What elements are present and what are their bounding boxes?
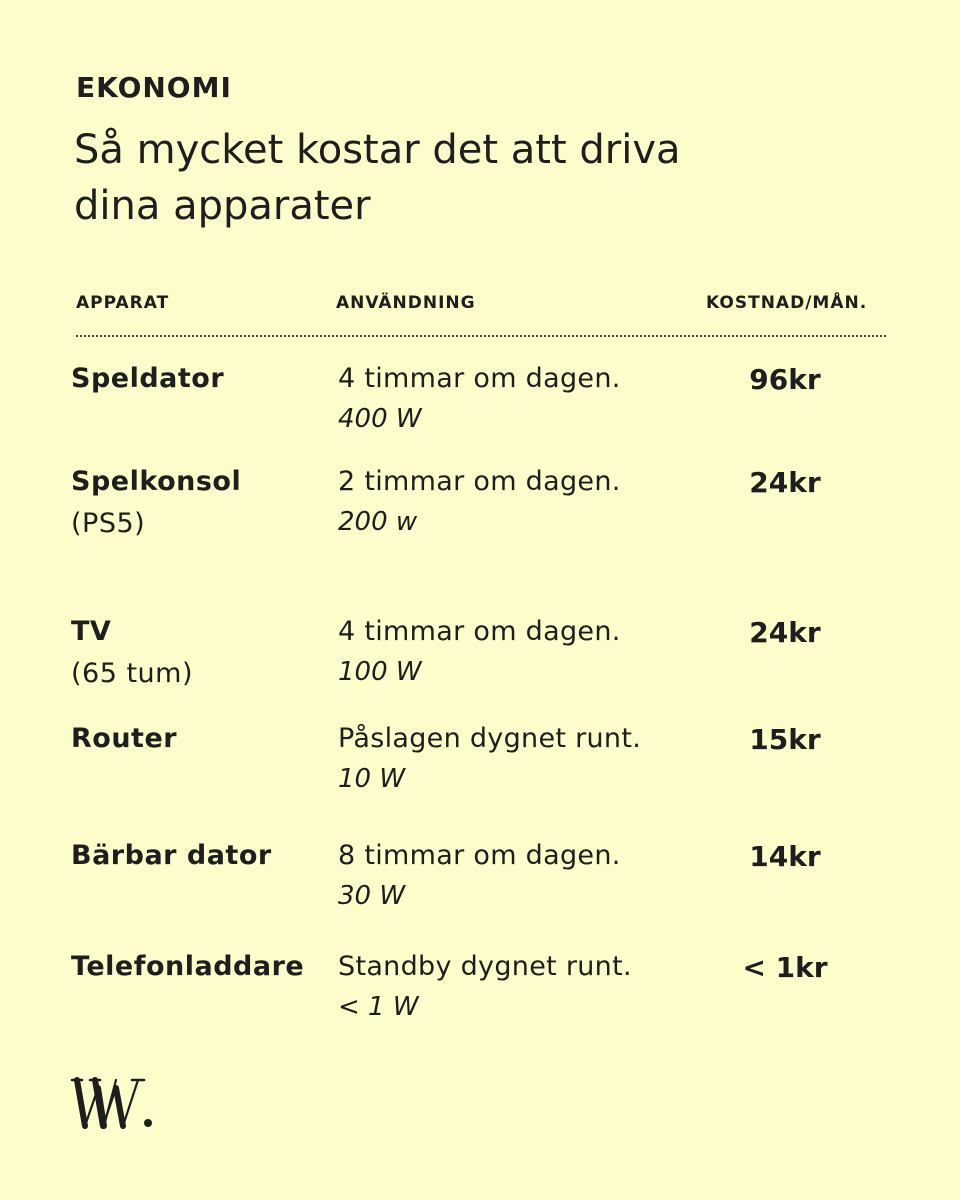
table-divider xyxy=(76,335,886,337)
wattage-text: 200 w xyxy=(338,507,418,537)
wattage-text: 10 W xyxy=(338,764,406,794)
device-name: Spelkonsol xyxy=(71,466,242,497)
monthly-cost: 15kr xyxy=(749,723,821,756)
monthly-cost: 14kr xyxy=(749,840,821,873)
device-name: Telefonladdare xyxy=(71,951,305,982)
usage-text: Påslagen dygnet runt. xyxy=(338,723,642,754)
wattage-text: 100 W xyxy=(338,657,422,687)
column-header-device: APPARAT xyxy=(76,293,170,313)
device-name: TV xyxy=(71,616,112,647)
device-name: Router xyxy=(71,723,178,754)
monthly-cost: 96kr xyxy=(749,363,821,396)
usage-text: 4 timmar om dagen. xyxy=(338,363,621,394)
device-name: Bärbar dator xyxy=(71,840,272,871)
device-detail: (PS5) xyxy=(71,508,146,539)
monthly-cost: 24kr xyxy=(749,466,821,499)
section-kicker: EKONOMI xyxy=(76,71,232,104)
device-detail: (65 tum) xyxy=(71,658,194,689)
usage-text: 2 timmar om dagen. xyxy=(338,466,621,497)
column-header-cost: KOSTNAD/MÅN. xyxy=(706,293,868,313)
usage-text: 8 timmar om dagen. xyxy=(338,840,621,871)
device-name: Speldator xyxy=(71,363,225,394)
monthly-cost: < 1kr xyxy=(742,951,828,984)
monthly-cost: 24kr xyxy=(749,616,821,649)
usage-text: Standby dygnet runt. xyxy=(338,951,632,982)
column-header-usage: ANVÄNDNING xyxy=(336,293,476,313)
ww-logo-icon xyxy=(68,1074,160,1132)
wattage-text: 400 W xyxy=(338,404,422,434)
usage-text: 4 timmar om dagen. xyxy=(338,616,621,647)
wattage-text: < 1 W xyxy=(338,992,419,1022)
wattage-text: 30 W xyxy=(338,881,406,911)
page-title: Så mycket kostar det att driva dina apparater xyxy=(74,127,681,229)
